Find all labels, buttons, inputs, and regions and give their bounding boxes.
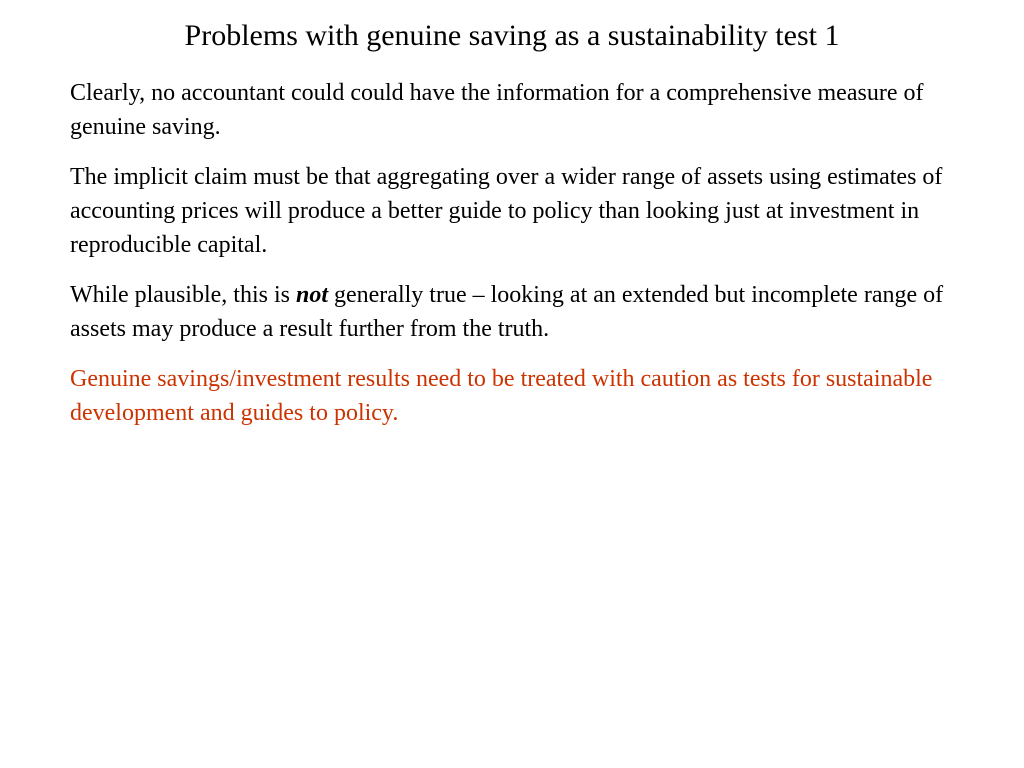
- paragraph-3-after: generally true – looking at an extended but incomplete range of assets may produce a result further from the truth.: [70, 282, 944, 342]
- slide-title: Problems with genuine saving as a sustainability test 1: [184, 19, 840, 52]
- paragraph-2: The implicit claim must be that aggregating over a wider range of assets using estimates of accounting prices will produce a better guide to policy than looking just at investment in reproducible capital.: [70, 164, 943, 258]
- paragraph-3-before: While plausible, this is: [70, 282, 296, 308]
- paragraph-1: Clearly, no accountant could could have the information for a comprehensive measure of genuine saving.: [70, 80, 924, 140]
- paragraph-3: [70, 278, 970, 346]
- paragraph-3-emphasis: not: [295, 282, 328, 308]
- conclusion-paragraph: Genuine savings/investment results need to be treated with caution as tests for sustainable development and guides to policy.: [70, 366, 933, 426]
- slide-body: [70, 76, 970, 446]
